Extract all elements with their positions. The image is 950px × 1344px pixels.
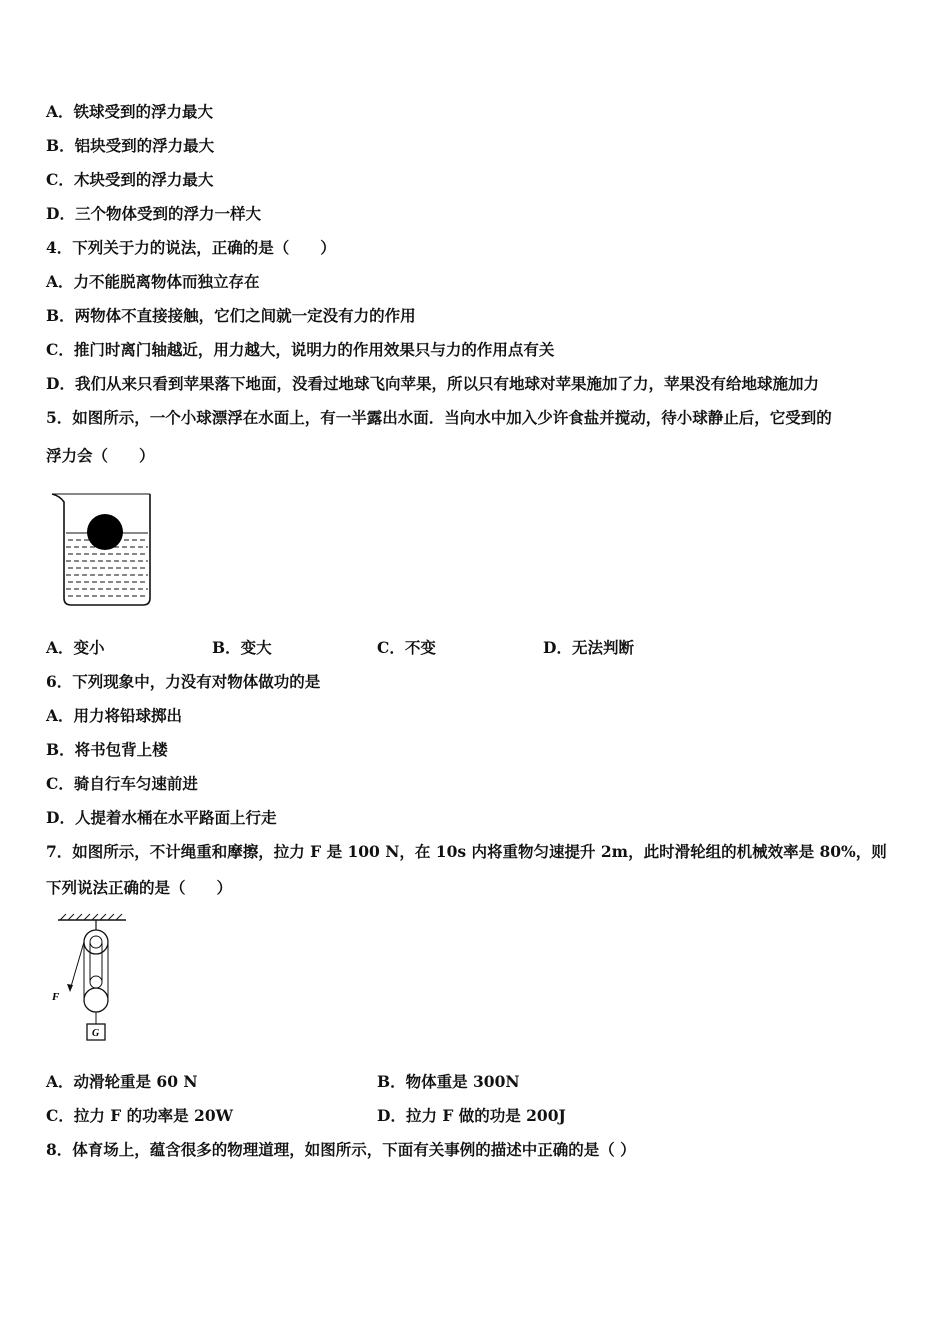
floating-ball bbox=[87, 514, 123, 550]
q4-stem: 4．下列关于力的说法，正确的是（ ） bbox=[46, 238, 336, 257]
q7-stem-line2: 下列说法正确的是（ ） bbox=[46, 878, 233, 897]
q5-option-a: A．变小 bbox=[46, 638, 105, 657]
q5-option-d: D．无法判断 bbox=[543, 638, 634, 657]
fixed-pulley-large bbox=[84, 930, 108, 954]
q3-option-d: D．三个物体受到的浮力一样大 bbox=[46, 204, 261, 223]
movable-pulley-large bbox=[84, 988, 108, 1012]
q6-option-a: A．用力将铅球掷出 bbox=[46, 706, 183, 725]
beaker-figure bbox=[48, 488, 158, 610]
q4-option-b: B．两物体不直接接触，它们之间就一定没有力的作用 bbox=[46, 306, 416, 325]
q5-stem-line2: 浮力会（ ） bbox=[46, 446, 155, 465]
movable-pulley-small bbox=[90, 976, 102, 988]
force-arrow bbox=[67, 984, 73, 992]
q6-stem: 6．下列现象中，力没有对物体做功的是 bbox=[46, 672, 321, 691]
q6-option-c: C．骑自行车匀速前进 bbox=[46, 774, 198, 793]
q5-option-c: C．不变 bbox=[377, 638, 436, 657]
q3-option-c: C．木块受到的浮力最大 bbox=[46, 170, 214, 189]
q5-option-b: B．变大 bbox=[212, 638, 272, 657]
q3-option-b: B．铝块受到的浮力最大 bbox=[46, 136, 215, 155]
q6-option-b: B．将书包背上楼 bbox=[46, 740, 168, 759]
force-label: F bbox=[52, 991, 60, 1003]
q7-option-a: A．动滑轮重是 60 N bbox=[46, 1072, 198, 1091]
q4-option-d: D．我们从来只看到苹果落下地面，没看过地球飞向苹果，所以只有地球对苹果施加了力，苹果没有给地球施加力 bbox=[46, 374, 819, 393]
weight-label: G bbox=[92, 1028, 100, 1039]
q4-option-c: C．推门时离门轴越近，用力越大，说明力的作用效果只与力的作用点有关 bbox=[46, 340, 555, 359]
q3-option-a: A．铁球受到的浮力最大 bbox=[46, 102, 214, 121]
q6-option-d: D．人提着水桶在水平路面上行走 bbox=[46, 808, 277, 827]
q8-stem: 8．体育场上，蕴含很多的物理道理，如图所示，下面有关事例的描述中正确的是（ ） bbox=[46, 1140, 636, 1159]
q7-option-b: B．物体重是 300N bbox=[377, 1072, 520, 1091]
ceiling-hatching bbox=[60, 914, 122, 920]
q5-stem-line1: 5．如图所示，一个小球漂浮在水面上，有一半露出水面．当向水中加入少许食盐并搅动，待小球静止后，它受到的 bbox=[46, 408, 832, 427]
q7-option-c: C．拉力 F 的功率是 20W bbox=[46, 1106, 234, 1125]
q4-option-a: A．力不能脱离物体而独立存在 bbox=[46, 272, 260, 291]
pulley-figure bbox=[46, 912, 136, 1044]
q7-option-d: D．拉力 F 做的功是 200J bbox=[377, 1106, 566, 1125]
q7-stem-line1: 7．如图所示，不计绳重和摩擦，拉力 F 是 100 N，在 10s 内将重物匀速提升 2m，此时滑轮组的机械效率是 80%，则 bbox=[46, 842, 887, 861]
